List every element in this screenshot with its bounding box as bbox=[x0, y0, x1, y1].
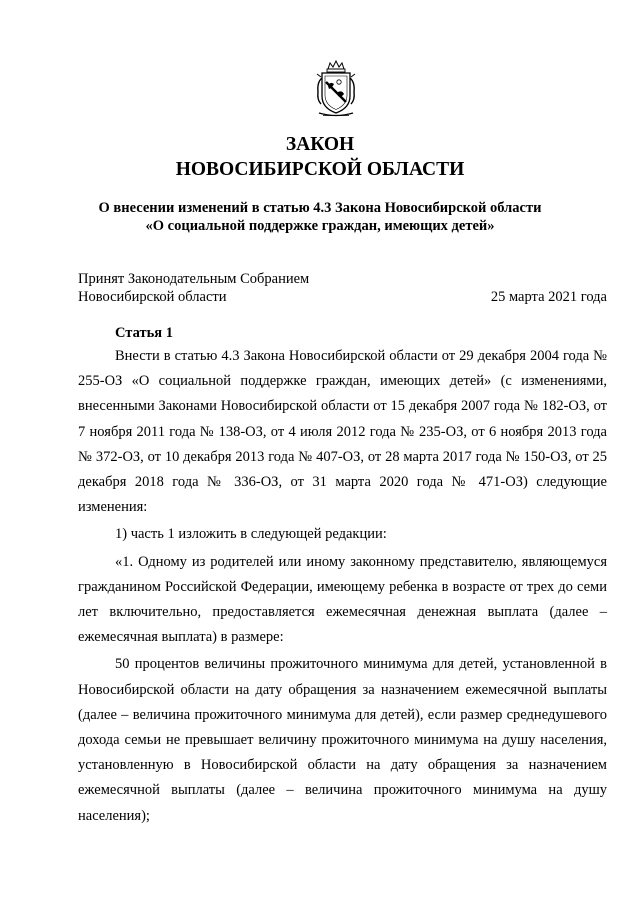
law-subtitle-line-2: «О социальной поддержке граждан, имеющих детей» bbox=[145, 218, 495, 234]
paragraph: «1. Одному из родителей или иному законному представителю, являющемуся гражданином Российской Федерации, имеющему ребенка в возрасте от трех до семи лет включительно, предоставляется ежемесячная денежная выплата (далее – ежемесячная выплата) в размере: bbox=[78, 553, 607, 646]
adoption-date: 25 марта 2021 года bbox=[490, 289, 607, 305]
paragraph: 50 процентов величины прожиточного минимума для детей, установленной в Новосибирской области на дату обращения за назначением ежемесячной выплаты (далее – величина прожиточного минимума для детей), если размер среднедушевого дохода семьи не превышает величину прожиточного минимума на душу населения, установленную в Новосибирской области на дату обращения за назначением ежемесячной выплаты (далее – величина прожиточного минимума на душу населения); bbox=[78, 656, 607, 824]
paragraph: 1) часть 1 изложить в следующей редакции: bbox=[115, 526, 387, 543]
region-title: НОВОСИБИРСКОЙ ОБЛАСТИ bbox=[175, 159, 465, 180]
coat-of-arms-icon bbox=[315, 60, 357, 118]
law-title: ЗАКОН bbox=[285, 134, 355, 155]
law-subtitle-line-1: О внесении изменений в статью 4.3 Закона Новосибирской области bbox=[98, 200, 542, 216]
adopted-by-line-1: Принят Законодательным Собранием bbox=[78, 271, 310, 287]
paragraph: Внести в статью 4.3 Закона Новосибирской области от 29 декабря 2004 года № 255-ОЗ «О социальной поддержке граждан, имеющих детей» (с изменениями, внесенными Законами Новосибирской области от 15 декабря 2007 года № 182-ОЗ, от 7 ноября 2011 года № 138-ОЗ, от 4 июля 2012 года № 235-ОЗ, от 6 ноября 2013 года № 372-ОЗ, от 10 декабря 2013 года № 407-ОЗ, от 28 марта 2017 года № 150-ОЗ, от 25 декабря 2018 года № 336-ОЗ, от 31 марта 2020 года № 471-ОЗ) следующие изменения: bbox=[78, 348, 607, 516]
article-body bbox=[78, 344, 607, 829]
article-heading: Статья 1 bbox=[115, 325, 173, 341]
adopted-by-line-2: Новосибирской области bbox=[78, 289, 227, 305]
